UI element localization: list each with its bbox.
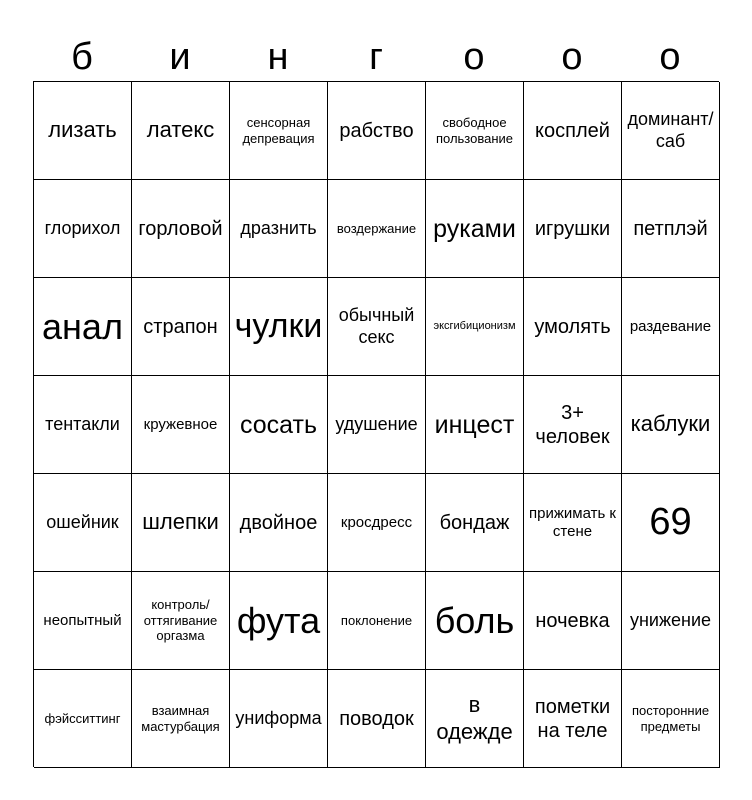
bingo-cell[interactable]: глорихол [34, 180, 132, 278]
bingo-cell[interactable]: косплей [524, 82, 622, 180]
header-letter-o-1: о [463, 36, 485, 78]
bingo-cell[interactable]: руками [426, 180, 524, 278]
bingo-cell[interactable]: каблуки [622, 376, 720, 474]
bingo-cell[interactable]: эксгибиционизм [426, 278, 524, 376]
bingo-cell[interactable]: петплэй [622, 180, 720, 278]
bingo-cell[interactable]: сенсорная депревация [230, 82, 328, 180]
bingo-cell[interactable]: чулки [230, 278, 328, 376]
bingo-cell[interactable]: дразнить [230, 180, 328, 278]
bingo-cell[interactable]: анал [34, 278, 132, 376]
bingo-cell[interactable]: бондаж [426, 474, 524, 572]
bingo-cell[interactable]: фэйсситтинг [34, 670, 132, 768]
bingo-cell[interactable]: контроль/ оттягивание оргазма [132, 572, 230, 670]
bingo-cell[interactable]: доминант/ саб [622, 82, 720, 180]
bingo-cell[interactable]: поводок [328, 670, 426, 768]
bingo-cell[interactable]: удушение [328, 376, 426, 474]
bingo-cell[interactable]: 69 [622, 474, 720, 572]
bingo-cell[interactable]: кружевное [132, 376, 230, 474]
bingo-cell[interactable]: тентакли [34, 376, 132, 474]
bingo-cell[interactable]: латекс [132, 82, 230, 180]
header-letter-i: и [169, 36, 191, 78]
bingo-cell[interactable]: посторонние предметы [622, 670, 720, 768]
bingo-cell[interactable]: прижимать к стене [524, 474, 622, 572]
bingo-board [33, 81, 719, 767]
bingo-cell[interactable]: умолять [524, 278, 622, 376]
bingo-cell[interactable]: воздержание [328, 180, 426, 278]
bingo-cell[interactable]: ошейник [34, 474, 132, 572]
bingo-cell[interactable]: лизать [34, 82, 132, 180]
header-letter-g: г [369, 36, 383, 78]
bingo-cell[interactable]: инцест [426, 376, 524, 474]
bingo-cell[interactable]: в одежде [426, 670, 524, 768]
bingo-cell[interactable]: раздевание [622, 278, 720, 376]
header-letter-n: н [267, 36, 289, 78]
bingo-cell[interactable]: взаимная мастурбация [132, 670, 230, 768]
bingo-cell[interactable]: сосать [230, 376, 328, 474]
bingo-cell[interactable]: обычный секс [328, 278, 426, 376]
bingo-cell[interactable]: горловой [132, 180, 230, 278]
bingo-cell[interactable]: пометки на теле [524, 670, 622, 768]
bingo-cell[interactable]: поклонение [328, 572, 426, 670]
bingo-cell[interactable]: свободное пользование [426, 82, 524, 180]
bingo-cell[interactable]: ночевка [524, 572, 622, 670]
bingo-cell[interactable]: двойное [230, 474, 328, 572]
bingo-cell[interactable]: страпон [132, 278, 230, 376]
bingo-cell[interactable]: рабство [328, 82, 426, 180]
bingo-cell[interactable]: неопытный [34, 572, 132, 670]
bingo-header [33, 32, 719, 82]
header-letter-b: б [71, 36, 93, 78]
bingo-cell[interactable]: 3+ человек [524, 376, 622, 474]
bingo-cell[interactable]: шлепки [132, 474, 230, 572]
header-letter-o-2: о [561, 36, 583, 78]
bingo-cell[interactable]: униформа [230, 670, 328, 768]
bingo-cell[interactable]: боль [426, 572, 524, 670]
bingo-cell[interactable]: кросдресс [328, 474, 426, 572]
bingo-cell[interactable]: унижение [622, 572, 720, 670]
header-letter-o-3: о [659, 36, 681, 78]
bingo-cell[interactable]: игрушки [524, 180, 622, 278]
bingo-cell[interactable]: фута [230, 572, 328, 670]
